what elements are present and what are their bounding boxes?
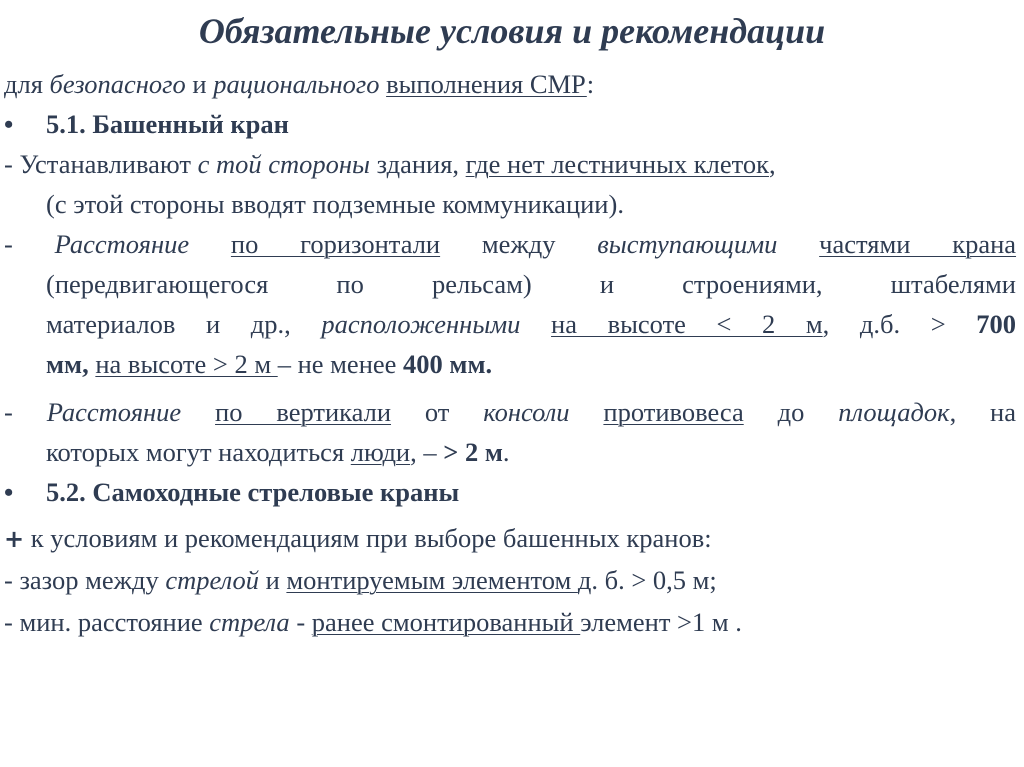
text-fragment: где нет лестничных клеток [465, 149, 769, 179]
text-fragment: площадок [838, 397, 950, 427]
text-fragment: д. б. ˃ 0,5 м; [577, 565, 717, 595]
text-fragment: к условиям и рекомендациям при выборе башенных кранов: [24, 523, 712, 553]
text-fragment: которых могут находиться [46, 437, 351, 467]
text-fragment: , [768, 149, 776, 179]
text-fragment: - [4, 229, 55, 259]
item-horizontal-distance-line-1 [4, 226, 1016, 262]
text-fragment: до [743, 397, 839, 427]
text-fragment: на высоте ˂ 2 м [551, 309, 823, 339]
text-fragment: - [289, 607, 312, 637]
text-fragment: , д.б. ˃ [822, 309, 977, 339]
text-fragment: с той стороны [197, 149, 370, 179]
text-fragment: противовеса [603, 397, 744, 427]
text-fragment: мм, [46, 349, 89, 379]
item-horizontal-distance-line-3 [46, 306, 1016, 342]
text-fragment: от [391, 397, 484, 427]
text-fragment: и [258, 565, 287, 595]
justified-line [4, 226, 1016, 262]
item-horizontal-distance-line-2 [46, 266, 1016, 302]
justified-line [46, 306, 1016, 342]
text-fragment: – не менее [277, 349, 404, 379]
text-fragment: материалов и др., [46, 309, 322, 339]
slide-title: Обязательные условия и рекомендации [198, 11, 826, 51]
subtitle-text: : [586, 69, 595, 99]
text-fragment: Расстояние [54, 229, 190, 259]
text-fragment: стрела [209, 607, 290, 637]
text-fragment: монтируемым элементом [286, 565, 578, 595]
bullet-icon: • [4, 109, 14, 139]
section-heading-text: 5.2. Самоходные стреловые краны [46, 477, 460, 507]
text-fragment: , на [949, 397, 1017, 427]
text-fragment: - зазор между [4, 565, 166, 595]
text-fragment: - мин. расстояние [4, 607, 210, 637]
plus-icon: + [4, 525, 25, 553]
text-fragment [570, 397, 604, 427]
text-fragment: - [4, 397, 47, 427]
section-heading-5-2 [4, 474, 459, 510]
text-fragment [520, 309, 551, 339]
text-fragment: 400 мм. [403, 349, 493, 379]
subtitle-text: для [4, 69, 50, 99]
justified-line: (передвигающегося по рельсам) и строениями, штабелями [46, 269, 1016, 299]
text-fragment: по горизонтали [230, 229, 441, 259]
text-fragment [181, 397, 215, 427]
text-fragment: ˃ 2 м [443, 437, 503, 467]
text-fragment [777, 229, 819, 259]
item-gap-boom-element [4, 562, 717, 598]
section-heading-5-1 [4, 106, 289, 142]
text-fragment: между [440, 229, 598, 259]
section2-intro-line [4, 520, 712, 557]
text-fragment: частями крана [819, 229, 1017, 259]
text-fragment: ранее смонтированный [311, 607, 581, 637]
section-heading-text: 5.1. Башенный кран [46, 109, 289, 139]
item-vertical-distance-line-2 [46, 434, 510, 470]
text-fragment: . [502, 437, 510, 467]
item-tower-crane-side-line-1 [4, 146, 776, 182]
text-fragment: здания, [369, 149, 466, 179]
text-fragment: люди [350, 437, 411, 467]
subtitle-rational: рационального [213, 69, 380, 99]
text-fragment: Расстояние [46, 397, 182, 427]
item-tower-crane-side-line-2: (с этой стороны вводят подземные коммуникации). [46, 189, 624, 219]
subtitle-text: и [185, 69, 214, 99]
bullet-icon: • [4, 477, 14, 507]
text-fragment: расположенными [321, 309, 521, 339]
text-fragment: выступающими [597, 229, 778, 259]
item-horizontal-distance-line-4 [46, 346, 492, 382]
text-fragment: , – [410, 437, 444, 467]
subtitle-smr: выполнения СМР [386, 69, 587, 99]
text-fragment: стрелой [165, 565, 259, 595]
text-fragment: - Устанавливают [4, 149, 198, 179]
text-fragment: консоли [483, 397, 570, 427]
item-vertical-distance-line-1 [4, 394, 1016, 430]
justified-line [4, 394, 1016, 430]
subtitle-safe: безопасного [49, 69, 186, 99]
text-fragment: элемент ˃1 м . [580, 607, 742, 637]
item-min-distance-boom [4, 604, 742, 640]
text-fragment: на высоте ˃ 2 м [95, 349, 278, 379]
text-fragment [189, 229, 231, 259]
text-fragment: 700 [976, 309, 1017, 339]
text-fragment: по вертикали [215, 397, 392, 427]
subtitle-line [4, 66, 594, 102]
